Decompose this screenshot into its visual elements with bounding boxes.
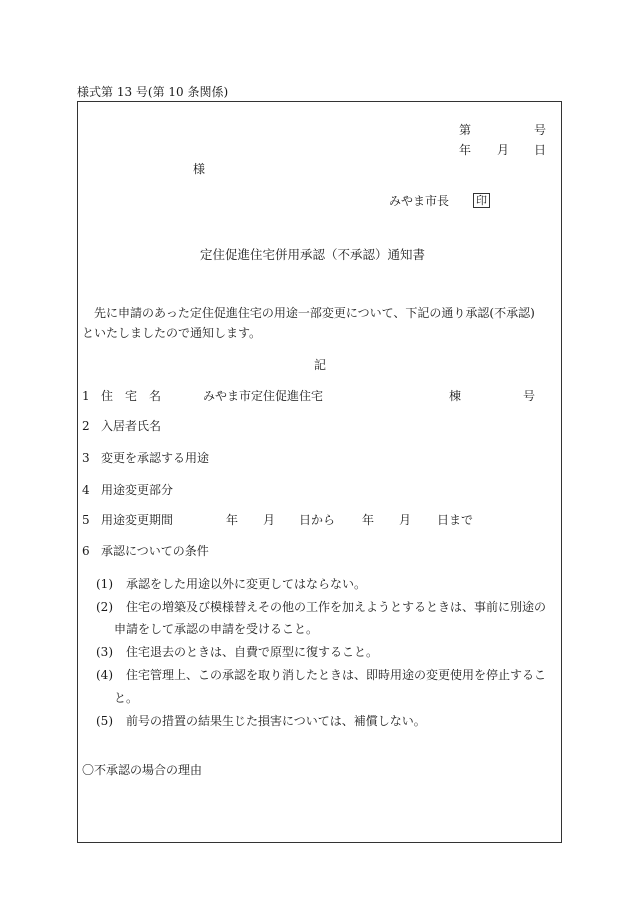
item-label-change-period: 用途変更期間 bbox=[101, 513, 174, 527]
item-number: 6 bbox=[82, 544, 90, 558]
item-number: 5 bbox=[82, 513, 90, 527]
item-number: 3 bbox=[82, 451, 90, 465]
item-label-housing-name: 住 宅 名 bbox=[101, 389, 162, 403]
item-number: 2 bbox=[82, 419, 90, 433]
seal-stamp: 印 bbox=[473, 193, 490, 208]
item-label-occupant-name: 入居者氏名 bbox=[101, 419, 162, 433]
condition-text: 承認をした用途以外に変更してはならない。 bbox=[126, 577, 367, 591]
period-to-year: 年 bbox=[362, 513, 375, 527]
form-number-label: 様式第 13 号(第 10 条関係) bbox=[77, 85, 229, 99]
condition-text: 住宅管理上、この承認を取り消したときは、即時用途の変更使用を停止するこ bbox=[126, 668, 547, 682]
housing-name-value: みやま市定住促進住宅 bbox=[203, 389, 324, 403]
condition-text-continued: 申請をして承認の申請を受けること。 bbox=[114, 622, 319, 636]
addressee-suffix: 様 bbox=[193, 162, 206, 176]
issuer-name: みやま市長 bbox=[389, 194, 450, 208]
item-label-changed-part: 用途変更部分 bbox=[101, 483, 174, 497]
condition-text: 前号の措置の結果生じた損害については、補償しない。 bbox=[126, 714, 426, 728]
ki-heading: 記 bbox=[314, 358, 327, 372]
date-year: 年 bbox=[459, 143, 472, 157]
condition-number: (2) bbox=[96, 600, 113, 614]
condition-number: (1) bbox=[96, 577, 113, 591]
seal-mark bbox=[473, 193, 490, 208]
condition-text: 住宅退去のときは、自費で原型に復すること。 bbox=[126, 645, 379, 659]
item-label-conditions: 承認についての条件 bbox=[101, 544, 209, 558]
form-frame bbox=[77, 101, 562, 843]
rejection-reason-label: 〇不承認の場合の理由 bbox=[82, 763, 203, 777]
item-label-approved-use: 変更を承認する用途 bbox=[101, 451, 210, 465]
building-label: 棟 bbox=[449, 389, 462, 403]
item-number: 1 bbox=[82, 389, 90, 403]
item-number: 4 bbox=[82, 483, 90, 497]
period-from-year: 年 bbox=[226, 513, 239, 527]
condition-number: (4) bbox=[96, 668, 113, 682]
body-line-2: といたしましたので通知します。 bbox=[82, 326, 262, 340]
number-prefix: 第 bbox=[459, 123, 472, 137]
condition-number: (3) bbox=[96, 645, 113, 659]
period-to-month: 月 bbox=[399, 513, 412, 527]
period-from-day: 日から bbox=[299, 513, 336, 527]
number-suffix: 号 bbox=[534, 123, 547, 137]
period-to-day: 日まで bbox=[437, 513, 474, 527]
document-title: 定住促進住宅併用承認（不承認）通知書 bbox=[200, 247, 426, 262]
unit-label: 号 bbox=[523, 389, 536, 403]
period-from-month: 月 bbox=[263, 513, 276, 527]
date-month: 月 bbox=[497, 143, 510, 157]
date-day: 日 bbox=[534, 143, 547, 157]
condition-text-continued: と。 bbox=[114, 691, 139, 705]
condition-text: 住宅の増築及び模様替えその他の工作を加えようとするときは、事前に別途の bbox=[126, 600, 547, 614]
body-line-1: 先に申請のあった定住促進住宅の用途一部変更について、下記の通り承認(不承認) bbox=[94, 306, 535, 320]
condition-number: (5) bbox=[96, 714, 113, 728]
